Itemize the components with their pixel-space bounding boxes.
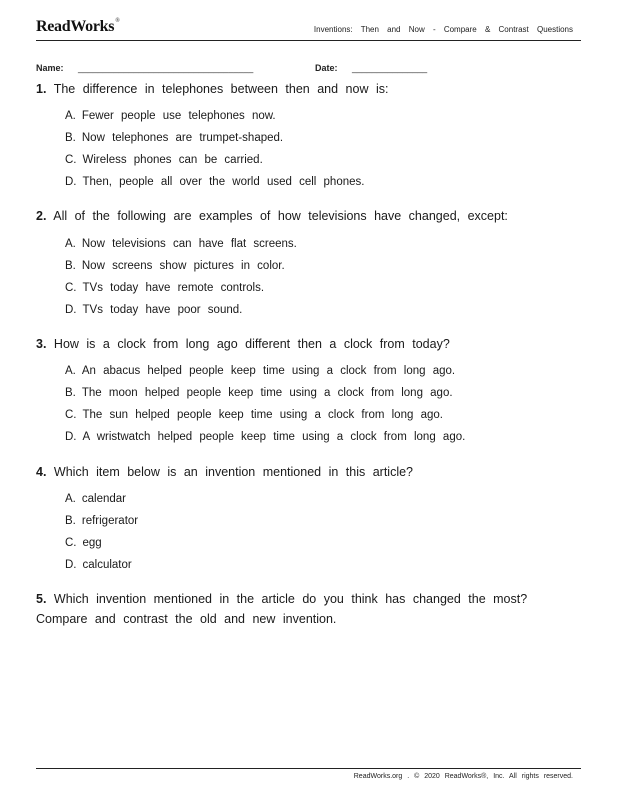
page-header xyxy=(36,18,581,41)
option-text: Now televisions can have flat screens. xyxy=(81,238,297,250)
option-letter: A. xyxy=(65,238,76,250)
option-letter: C. xyxy=(65,282,77,294)
question-text-continued: Compare and contrast the old and new invention. xyxy=(36,612,337,626)
option-text: Wireless phones can be carried. xyxy=(82,154,263,166)
question-1 xyxy=(36,82,388,96)
option-letter: D. xyxy=(65,431,77,443)
question-4 xyxy=(36,465,413,479)
copyright-notice: ReadWorks.org . © 2020 ReadWorks®, Inc. All rights reserved. xyxy=(353,773,573,780)
option-letter: A. xyxy=(65,493,76,505)
question-text: How is a clock from long ago different then a clock from today? xyxy=(53,337,450,351)
option-letter: B. xyxy=(65,132,76,144)
name-field xyxy=(36,63,253,73)
option-text: TVs today have remote controls. xyxy=(82,282,265,294)
question-5 xyxy=(36,592,527,606)
option-c[interactable] xyxy=(65,532,138,554)
option-b[interactable] xyxy=(65,127,364,149)
option-letter: B. xyxy=(65,260,76,272)
option-text: The sun helped people keep time using a clock from long ago. xyxy=(82,409,443,421)
option-text: The moon helped people keep time using a clock from long ago. xyxy=(81,387,453,399)
option-b[interactable] xyxy=(65,255,297,277)
option-a[interactable] xyxy=(65,105,364,127)
option-letter: B. xyxy=(65,515,76,527)
question-text: Which item below is an invention mentioned in this article? xyxy=(53,465,413,479)
question-1-options xyxy=(65,105,364,193)
name-label: Name: xyxy=(36,63,64,73)
page-footer xyxy=(36,768,581,783)
document-title: Inventions: Then and Now - Compare & Contrast Questions xyxy=(313,25,573,34)
option-letter: C. xyxy=(65,537,77,549)
option-text: A wristwatch helped people keep time using a clock from long ago. xyxy=(82,431,466,443)
question-2-options xyxy=(65,233,297,321)
option-letter: B. xyxy=(65,387,76,399)
registered-mark: ® xyxy=(115,18,120,24)
option-letter: A. xyxy=(65,110,76,122)
option-text: refrigerator xyxy=(81,515,139,527)
question-4-options xyxy=(65,488,138,576)
option-text: Now telephones are trumpet-shaped. xyxy=(81,132,284,144)
readworks-logo xyxy=(36,18,119,36)
question-5-line-2 xyxy=(36,612,336,626)
option-letter: C. xyxy=(65,409,77,421)
option-text: Then, people all over the world used cell phones. xyxy=(82,176,365,188)
question-number: 4. xyxy=(36,465,47,479)
date-label: Date: xyxy=(315,63,338,73)
brand-name: ReadWorks xyxy=(36,18,115,35)
option-c[interactable] xyxy=(65,149,364,171)
question-number: 1. xyxy=(36,82,47,96)
option-d[interactable] xyxy=(65,171,364,193)
option-b[interactable] xyxy=(65,510,138,532)
date-field xyxy=(315,63,427,73)
question-3 xyxy=(36,337,450,351)
option-b[interactable] xyxy=(65,382,465,404)
option-text: TVs today have poor sound. xyxy=(82,304,243,316)
question-number: 3. xyxy=(36,337,47,351)
option-letter: D. xyxy=(65,176,77,188)
option-d[interactable] xyxy=(65,299,297,321)
question-3-options xyxy=(65,360,465,448)
option-text: egg xyxy=(82,537,102,549)
option-text: calculator xyxy=(82,559,132,571)
question-text: Which invention mentioned in the article do you think has changed the most? xyxy=(53,592,528,606)
option-letter: D. xyxy=(65,559,77,571)
option-text: Fewer people use telephones now. xyxy=(81,110,276,122)
option-text: calendar xyxy=(81,493,126,505)
name-blank-line[interactable]: ___________________________________ xyxy=(78,63,254,73)
option-letter: C. xyxy=(65,154,77,166)
question-2 xyxy=(36,209,508,223)
option-c[interactable] xyxy=(65,404,465,426)
option-d[interactable] xyxy=(65,554,138,576)
question-text: The difference in telephones between then and now is: xyxy=(53,82,389,96)
question-number: 5. xyxy=(36,592,47,606)
option-a[interactable] xyxy=(65,233,297,255)
date-blank-line[interactable]: _______________ xyxy=(352,63,428,73)
option-letter: A. xyxy=(65,365,76,377)
option-letter: D. xyxy=(65,304,77,316)
option-a[interactable] xyxy=(65,360,465,382)
option-c[interactable] xyxy=(65,277,297,299)
option-a[interactable] xyxy=(65,488,138,510)
question-number: 2. xyxy=(36,209,47,223)
option-d[interactable] xyxy=(65,426,465,448)
option-text: Now screens show pictures in color. xyxy=(81,260,285,272)
option-text: An abacus helped people keep time using a clock from long ago. xyxy=(81,365,456,377)
question-text: All of the following are examples of how televisions have changed, except: xyxy=(53,209,508,223)
